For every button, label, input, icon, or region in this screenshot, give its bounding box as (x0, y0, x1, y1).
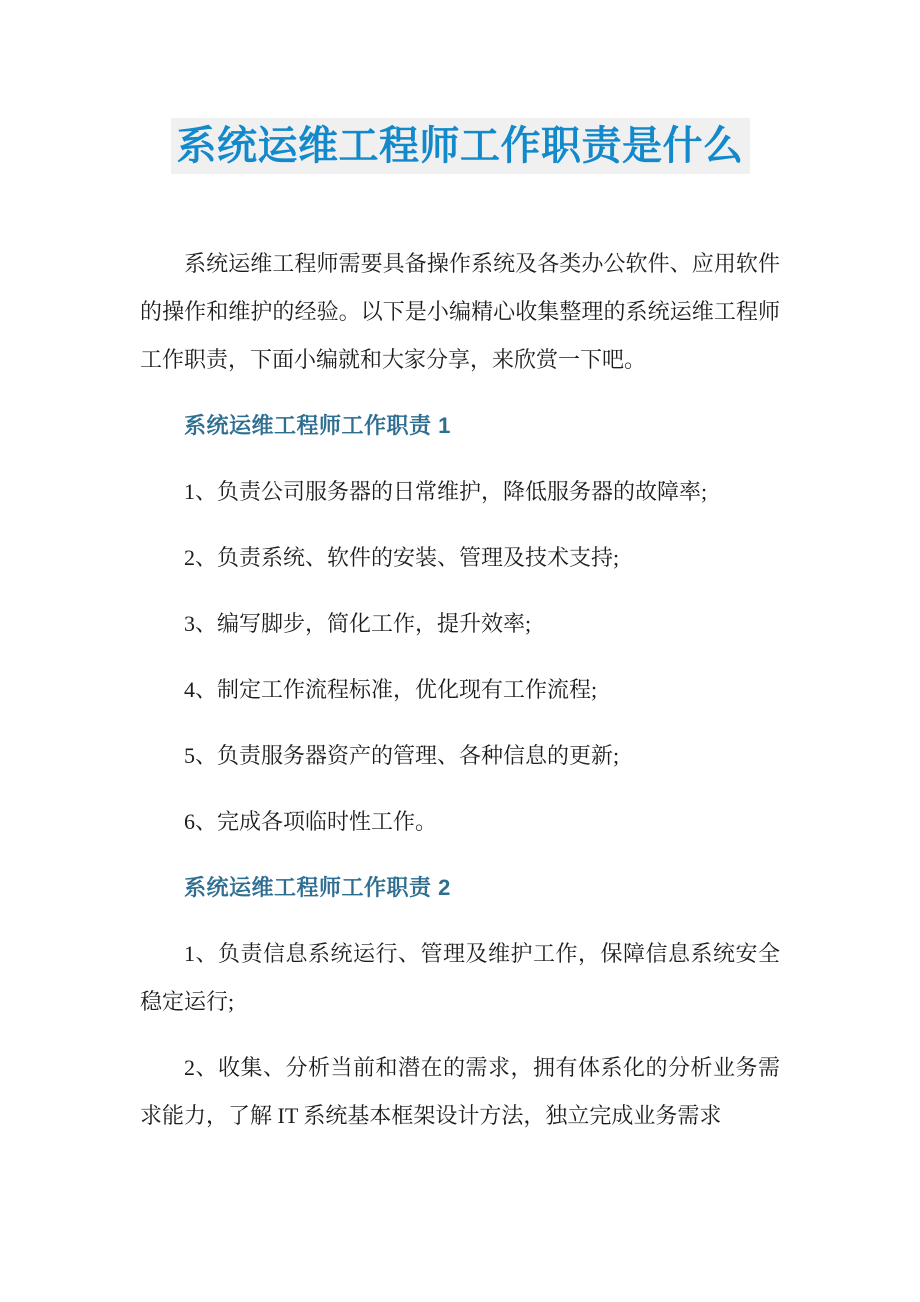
document-title-block (140, 118, 780, 174)
section-1-item-3: 3、编写脚步，简化工作，提升效率; (184, 611, 532, 636)
section-2-item-2: 2、收集、分析当前和潜在的需求，拥有体系化的分析业务需求能力，了解 IT 系统基本框架设计方法，独立完成业务需求 (140, 1055, 780, 1128)
document-title: 系统运维工程师工作职责是什么 (171, 118, 750, 174)
section-1-item-4: 4、制定工作流程标准，优化现有工作流程; (184, 677, 598, 702)
section-2-item-1: 1、负责信息系统运行、管理及维护工作，保障信息系统安全稳定运行; (140, 941, 780, 1014)
section-1-item-1: 1、负责公司服务器的日常维护，降低服务器的故障率; (184, 479, 708, 504)
section-1-item-6: 6、完成各项临时性工作。 (184, 809, 438, 834)
section-1-item-2: 2、负责系统、软件的安装、管理及技术支持; (184, 545, 620, 570)
section-2-heading: 系统运维工程师工作职责 2 (184, 875, 451, 900)
section-1-heading: 系统运维工程师工作职责 1 (184, 413, 451, 438)
intro-paragraph: 系统运维工程师需要具备操作系统及各类办公软件、应用软件的操作和维护的经验。以下是小编精心收集整理的系统运维工程师工作职责，下面小编就和大家分享，来欣赏一下吧。 (140, 251, 780, 372)
section-1-item-5: 5、负责服务器资产的管理、各种信息的更新; (184, 743, 620, 768)
